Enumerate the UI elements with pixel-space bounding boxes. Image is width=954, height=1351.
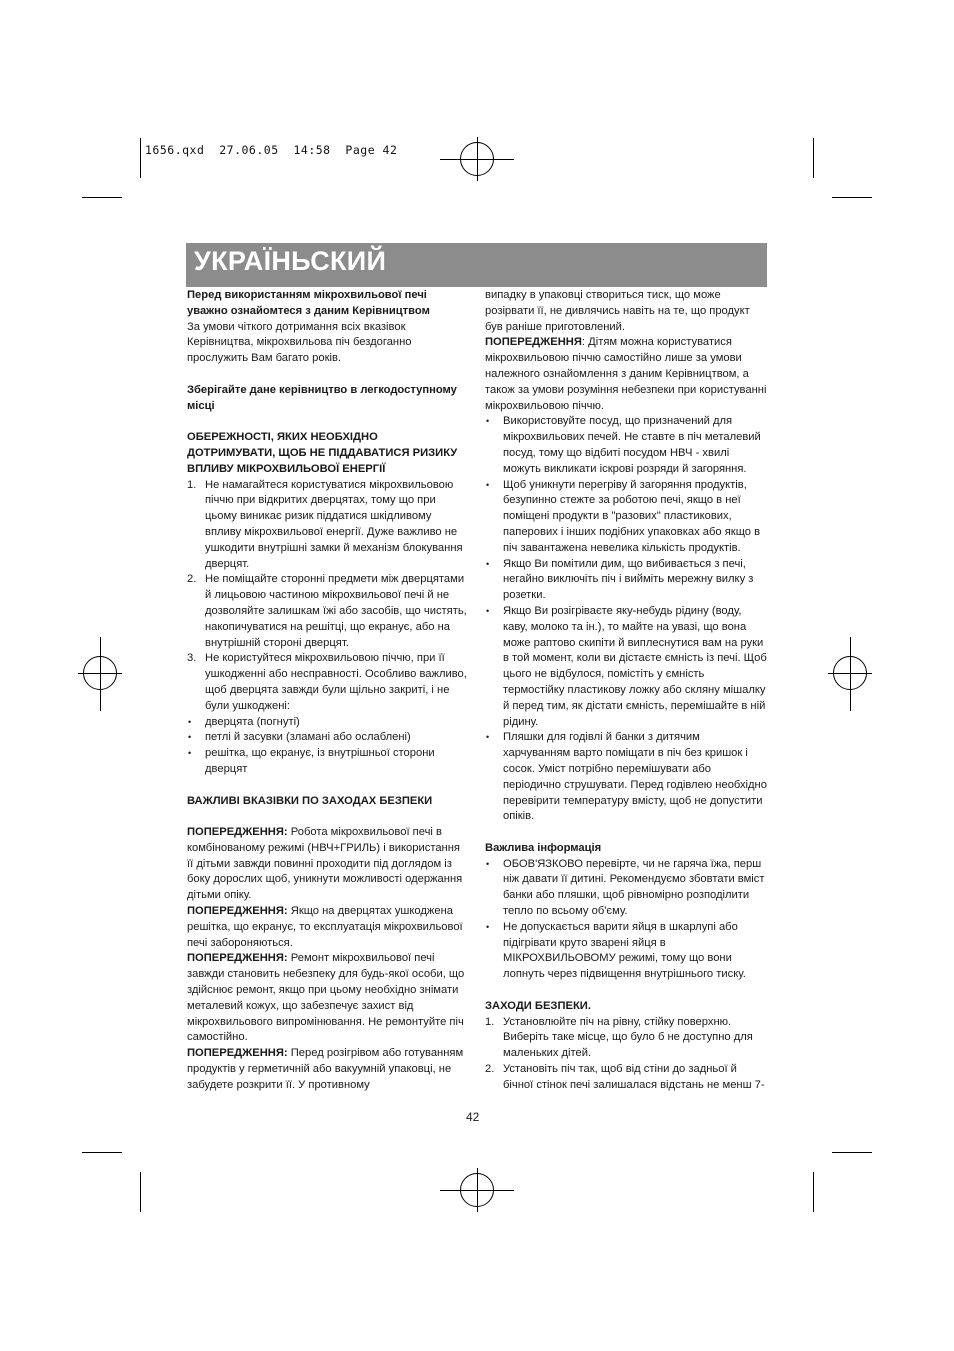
list-item: • решітка, що екранує, із внутрішньої сторони дверцят [188, 747, 435, 775]
caution-heading: ОБЕРЕЖНОСТІ, ЯКИХ НЕОБХІДНО ДОТРИМУВАТИ, ЩОБ НЕ ПІДДАВАТИСЯ РИЗИКУ ВПЛИВУ МІКРОХВИЛЬОВОЇ ЕНЕРГІЇ [187, 431, 458, 475]
bullet-icon: • [486, 558, 490, 569]
warning-paragraph: ПОПЕРЕДЖЕННЯ: Якщо на дверцятах ушкоджена решітка, що екранує, то експлуатація мікрохвильової печі забороняються. [187, 905, 463, 949]
list-item: • дверцята (погнуті) [187, 715, 468, 731]
list-item: • Щоб уникнути перегріву й загоряння продуктів, безупинно стежте за роботою печі, якщо в неї поміщені продукти в "разових" пластикових, паперових і інших подібних упаковках або якщо в піч завантажена невелика кількість продуктів. [486, 478, 761, 554]
list-item: 2. Установіть піч так, щоб від стіни до задньої й бічної стінок печі залишалася відстань не менш 7- [485, 1063, 765, 1091]
intro-heading: Перед використанням мікрохвильової печі уважно ознайомтеся з даним Керівництвом [187, 289, 430, 317]
bullet-icon: • [188, 748, 192, 759]
continued-text: випадку в упаковці створиться тиск, що може розірвати її, не дивлячись навіть на те, що продукт був раніше приготовлений. [485, 289, 750, 333]
list-item: • Якщо Ви розігріваєте яку-небудь рідину (воду, каву, молоко та ін.), то майте на увазі, що вона може раптово скипіти й виплеснутися вам на руки в той момент, коли ви дістаєте ємність із печі. Щоб цього не відбулося, помістіть у ємність термостійку пластикову ложку або скляну мішалку й перед тим, як дістати ємність, перемішайте в ній рідину. [486, 604, 767, 728]
right-column [485, 288, 767, 1094]
list-item: 2. Не поміщайте сторонні предмети між дверцятами й лицьовою частиною мікрохвильової печі й не дозволяйте залишкам їжі або засобів, що чистять, накопичуватися на решітці, що екранує, або на внутрішній стороні дверцят. [187, 573, 467, 649]
safety-heading: ВАЖЛИВІ ВКАЗІВКИ ПО ЗАХОДАХ БЕЗПЕКИ [187, 794, 433, 807]
keep-heading: Зберігайте дане керівництво в легкодоступному місці [187, 383, 457, 412]
page-title: УКРАЇНЬСКИЙ [194, 246, 387, 276]
intro-text: За умови чіткого дотримання всіх вказівок Керівництва, мікрохвильова піч бездоганно прослужить Вам багато років. [187, 320, 412, 365]
child-warning: ПОПЕРЕДЖЕННЯ: Дітям можна користуватися мікрохвильовою піччю самостійно лише за умови належного ознайомлення з даним Керівництвом, а також за умови розуміння небезпеки при користуванні мікрохвильовою піччю. [485, 336, 767, 412]
list-item: • Якщо Ви помітили дим, що вибивається з печі, негайно виключіть піч і вийміть мережну вилку з розетки. [486, 557, 754, 602]
print-slug: 1656.qxd 27.06.05 14:58 Page 42 [145, 143, 398, 157]
list-item: 1. Установлюйте піч на рівну, стійку поверхню. Виберіть таке місце, що було б не доступно для маленьких дітей. [485, 1015, 753, 1060]
title-banner [186, 243, 767, 287]
list-item: • ОБОВ'ЯЗКОВО перевірте, чи не гаряча їжа, перш ніж давати її дитині. Рекомендуємо збовтати вміст банки або пляшки, щоб рівномірно розподілити тепло по всьому об'єму. [486, 857, 765, 918]
bullet-icon: • [188, 716, 192, 727]
measures-heading: ЗАХОДИ БЕЗПЕКИ. [485, 999, 591, 1012]
bullet-icon: • [188, 732, 192, 743]
bullet-icon: • [486, 858, 490, 869]
list-item: • Пляшки для годівлі й банки з дитячим харчуванням варто поміщати в піч без кришок і сосок. Уміст потрібно перемішувати або періодично струшувати. Перед годівлею необхідно перевірити температуру вмісту, щоб не допустити опіків. [486, 731, 767, 823]
list-item: • петлі й засувки (зламані або ослаблені) [187, 730, 468, 746]
bullet-icon: • [486, 732, 490, 743]
bullet-icon: • [486, 605, 490, 616]
list-item: 3. Не користуйтеся мікрохвильовою піччю, при її ушкодженні або несправності. Особливо важливо, щоб дверцята завжди були щільно закриті, і не були ушкоджені: [187, 652, 467, 712]
warning-paragraph: ПОПЕРЕДЖЕННЯ: Робота мікрохвильової печі в комбінованому режимі (НВЧ+ГРИЛЬ) і використання її дітьми завжди повинні проходити під доглядом із боку дорослих щоб, уникнути можливості одержання дітьми опіку. [187, 826, 463, 902]
list-item: • Використовуйте посуд, що призначений для мікрохвильових печей. Не ставте в піч металевий посуд, тому що відбиті посудом НВЧ - хвилі можуть викликати іскрові розряди й загоряння. [486, 415, 761, 475]
bullet-icon: • [486, 921, 490, 932]
list-item: 1. Не намагайтеся користуватися мікрохвильовою піччю при відкритих дверцятах, тому що при цьому виникає ризик піддатися шкідливому впливу мікрохвильової енергії. Дуже важливо не ушкодити внутрішні замки й механізм блокування дверцят. [187, 478, 463, 570]
left-column [187, 288, 468, 1094]
bullet-icon: • [486, 416, 490, 427]
info-heading: Важлива інформація [485, 841, 602, 854]
warning-paragraph: ПОПЕРЕДЖЕННЯ: Перед розігрівом або готуванням продуктів у герметичній або вакуумній упаковці, не забудете розкрити її. У противному [187, 1047, 464, 1091]
warning-paragraph: ПОПЕРЕДЖЕННЯ: Ремонт мікрохвильової печі завжди становить небезпеку для будь-якої особи, що здійснює ремонт, якщо при цьому необхідно знімати металевий кожух, що забезпечує захист від мікрохвильового випромінювання. Не ремонтуйте піч самостійно. [187, 952, 465, 1044]
list-item: • Не допускається варити яйця в шкарлупі або підігрівати круто зварені яйця в МІКРОХВИЛЬОВОМУ режимі, тому що вони лопнуть через підвищення внутрішнього тиску. [486, 920, 746, 981]
page-number: 42 [466, 1110, 480, 1124]
bullet-icon: • [486, 479, 490, 490]
